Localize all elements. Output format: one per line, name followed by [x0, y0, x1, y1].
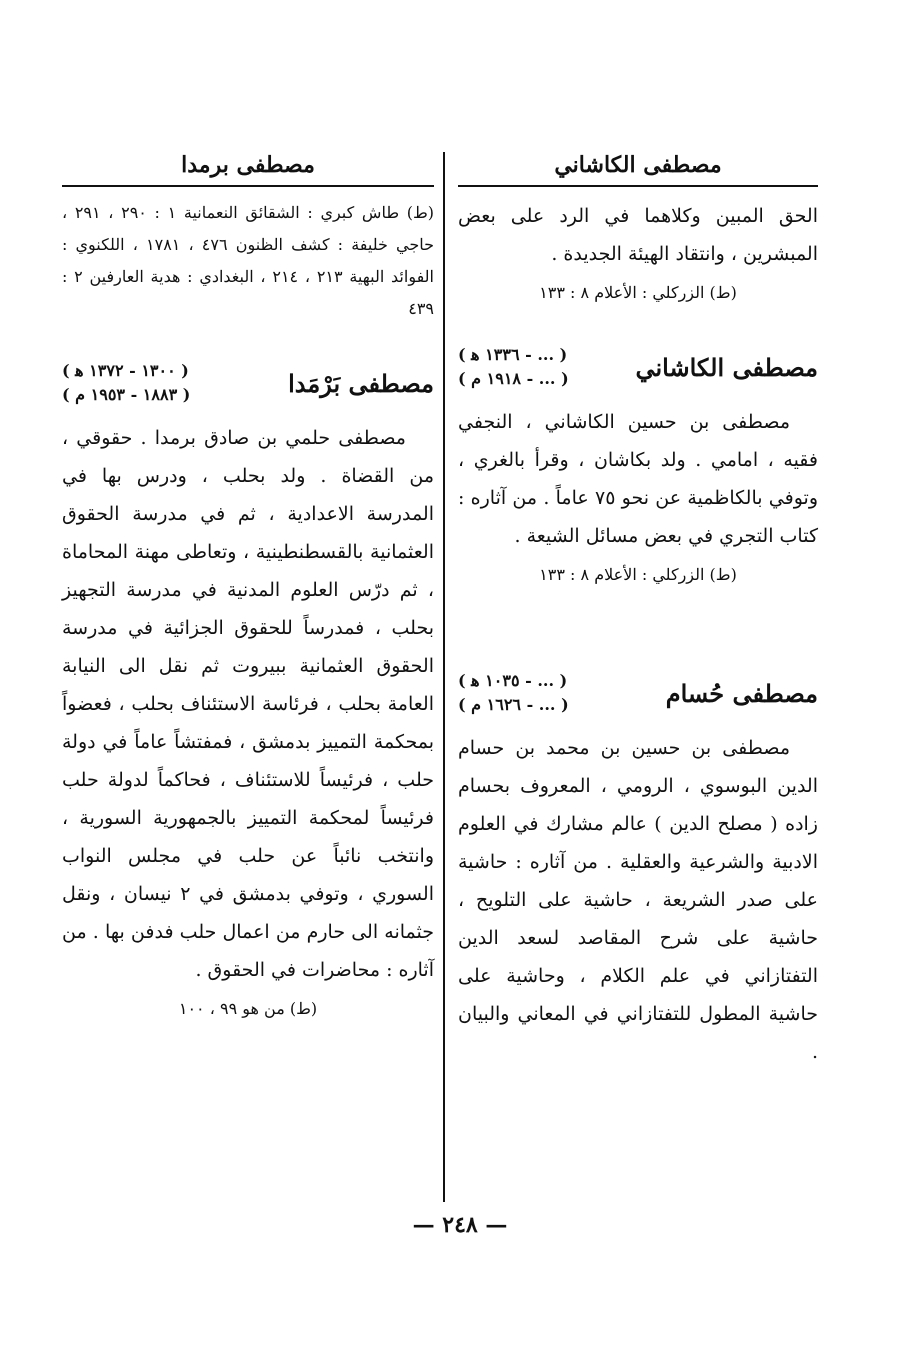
continuation-sources: (ط) طاش كبري : الشقائق النعمانية ١ : ٢٩٠ ، ٢٩١ ، حاجي خليفة : كشف الظنون ٤٧٦ ، ١٧٨١ ، اللكنوي : الفوائد البهية ٢١٣ ، ٢١٤ ، البغدادي : هدية العارفين ٢ : ٤٣٩: [62, 203, 435, 318]
spacer: [458, 591, 818, 669]
entry-body: مصطفى حلمي بن صادق برمدا . حقوقي ، من القضاة . ولد بحلب ، ودرس بها في المدرسة الاعدادية ، ثم في مدرسة الحقوق العثمانية بالقسطنطينية ، وتعاطى مهنة المحاماة ، ثم درّس العلوم المدنية في مدرسة التجهيز بحلب ، فمدرساً للحقوق الجزائية في مدرسة الحقوق العثمانية ببيروت ثم نقل الى النيابة العامة بحلب ، فرئاسة الاستئناف بحلب ، فعضواً بمحكمة التمييز بدمشق ، فمفتشاً عاماً في دولة حلب ، فرئيساً للاستئناف ، فحاكماً لدولة حلب فرئيساً لمحكمة التمييز بالجمهورية السورية ، وانتخب نائباً عن حلب في مجلس النواب السوري ، وتوفي بدمشق في ٢ نيسان ، ونقل جثمانه الى حارم من اعمال حلب فدفن بها . من آثاره : محاضرات في الحقوق .: [62, 427, 435, 981]
left-column: [62, 145, 434, 1025]
entry-dates: [458, 669, 569, 717]
hijri-date: ( ... - ١٣٣٦ ﻫ ): [458, 345, 568, 364]
right-column: [458, 145, 818, 1071]
page-number: — ٢٤٨ —: [412, 1212, 508, 1238]
gregorian-date: ( ... - ١٦٢٦ م ): [458, 695, 569, 714]
hijri-date: ( ١٣٠٠ - ١٣٧٢ ﻫ ): [62, 361, 189, 380]
hijri-date: ( ... - ١٠٣٥ ﻫ ): [458, 671, 568, 690]
entry-name: مصطفى بَرْمَدا: [288, 368, 434, 398]
entry-dates: [62, 359, 190, 407]
entry-name: مصطفى حُسام: [665, 678, 818, 708]
entry-heading: [458, 669, 818, 717]
gregorian-date: ( ... - ١٩١٨ م ): [458, 369, 569, 388]
continuation-source: (ط) الزركلي : الأعلام ٨ : ١٣٣: [539, 283, 737, 302]
entry-dates: [458, 343, 569, 391]
entry-heading: [458, 343, 818, 391]
entry-name: مصطفى الكاشاني: [635, 352, 818, 382]
gregorian-date: ( ١٨٨٣ - ١٩٥٣ م ): [62, 385, 191, 404]
entry-source: (ط) الزركلي : الأعلام ٨ : ١٣٣: [539, 565, 737, 584]
entry-heading: [62, 359, 434, 407]
right-column-header: مصطفى الكاشاني: [458, 145, 818, 187]
entry-source: (ط) من هو ٩٩ ، ١٠٠: [178, 999, 318, 1018]
continuation-text: الحق المبين وكلاهما في الرد على بعض المبشرين ، وانتقاد الهيئة الجديدة .: [458, 205, 818, 265]
entry-body: مصطفى بن حسين الكاشاني ، النجفي فقيه ، امامي . ولد بكاشان ، وقرأ بالغري ، وتوفي بالكاظمية عن نحو ٧٥ عاماً . من آثاره : كتاب التجري في بعض مسائل الشيعة .: [458, 411, 819, 547]
column-divider: [443, 152, 445, 1202]
left-column-header: مصطفى برمدا: [62, 145, 434, 187]
entry-body: مصطفى بن حسين بن محمد بن حسام الدين البوسوي ، الرومي ، المعروف بحسام زاده ( مصلح الدين ) عالم مشارك في العلوم الادبية والشرعية والعقلية . من آثاره : حاشية على صدر الشريعة ، حاشية على التلويح ، حاشية على شرح المقاصد لسعد الدين التفتازاني في علم الكلام ، وحاشية على حاشية المطول للتفتازاني في المعاني والبيان .: [458, 737, 818, 1063]
